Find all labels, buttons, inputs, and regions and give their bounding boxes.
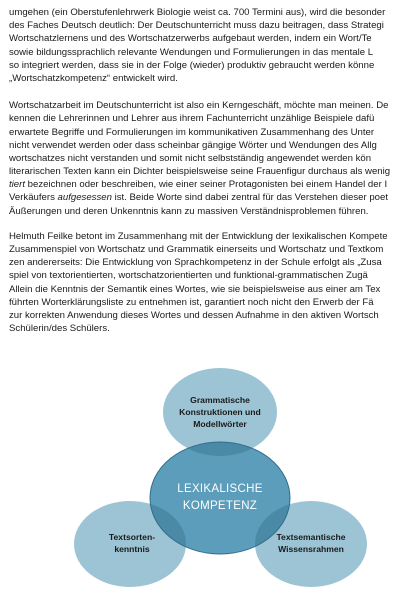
text-line: des Faches Deutsch deutlich: Der Deutschunterricht muss dazu beitragen, dass Strategi [9,20,384,32]
top-label-line: Grammatische [190,395,250,405]
text-line: „Wortschatzkompetenz“ entwickelt wird. [9,72,178,84]
left-label-line: kenntnis [114,544,150,554]
italic-word: tiert [9,179,25,191]
text-line [9,191,403,204]
paragraph-3 [9,230,403,336]
venn-diagram-svg [0,364,403,593]
text-line: Zusammenspiel von Wortschatz und Grammatik einerseits und Wortschatz und Textkom [9,244,384,255]
top-label-line: Konstruktionen und [179,407,261,417]
competence-diagram [0,364,403,593]
text-line: Wortschatzlernens und des Wortschatzerwerbs aufgebaut werden, indem ein Wort/Te [9,33,372,45]
text-line: führten Worterklärungsliste zu entnehmen ist, garantiert noch nicht den Erwerb der Fä [9,296,374,308]
text-line: kennen die Lehrerinnen und Lehrer aus ihrem Fachunterricht unzählige Beispiele dafü [9,113,375,125]
text-line: erwartete Begriffe und Formulierungen im kommunikativen Zusammenhang des Unter [9,126,375,138]
text-line: wortschatzes nicht verstanden und somit nicht selbstständig angewendet werden kön [9,152,372,164]
text-line [9,178,403,191]
text-fragment: Verkäufers [9,192,58,204]
text-line: nicht verwendet werden oder dass scheinbar gängige Wörter und Wendungen des Allg [9,139,377,151]
text-line: zen andererseits: Die Entwicklung von Sprachkompetenz in der Schule erfolgt als „Zusa [9,257,382,269]
paragraph-1 [9,6,403,85]
text-line: sowie bildungssprachlich relevante Wendungen und Formulierungen in das mentale L [9,46,374,58]
italic-word: aufgesessen [57,192,112,204]
top-label-line: Modellwörter [193,419,247,429]
text-line: zur korrekten Anwendung dieses Wortes und dessen Aufnahme in den aktiven Wortsch [9,309,379,321]
paragraph-2 [9,99,403,218]
text-line: Wortschatzarbeit im Deutschunterricht ist also ein Kerngeschäft, möchte man meinen. De [9,100,389,112]
text-line: spiel von textorientierten, wortschatzorientierten und funktional-grammatischen Zugä [9,270,368,282]
center-label-line: KOMPETENZ [182,500,258,512]
text-line: so integriert werden, dass sie in der Folge (wieder) produktiv gebraucht werden könne [9,59,375,71]
right-label-line: Textsemantische [276,532,346,542]
text-fragment: bezeichnen oder beschreiben, wie einer seiner Protagonisten bei einem Handel der I [25,179,388,191]
text-line: Äußerungen und deren Unkenntnis kann zu massiven Verständnisproblemen führen. [9,205,369,217]
text-line: Helmuth Feilke betont im Zusammenhang mit der Entwicklung der lexikalischen Kompete [9,230,388,242]
left-label-line: Textsorten- [108,532,156,542]
text-line: Allein die Kenntnis der Semantik eines Wortes, wie sie beispielsweise aus einer am Tex [9,283,381,295]
right-label-line: Wissensrahmen [278,544,344,554]
text-fragment: ist. Beide Worte sind dabei zentral für das Verstehen dieser poet [111,192,389,204]
text-line: umgehen (ein Oberstufenlehrwerk Biologie weist ca. 700 Termini aus), wird die besonder [9,7,386,18]
text-line: Schülerin/des Schülers. [9,323,110,335]
center-label-line: LEXIKALISCHE [177,483,263,495]
text-line: literarischen Texten kann ein Dichter beispielsweise seine Frauenfigur durchaus als wenig [9,166,391,178]
